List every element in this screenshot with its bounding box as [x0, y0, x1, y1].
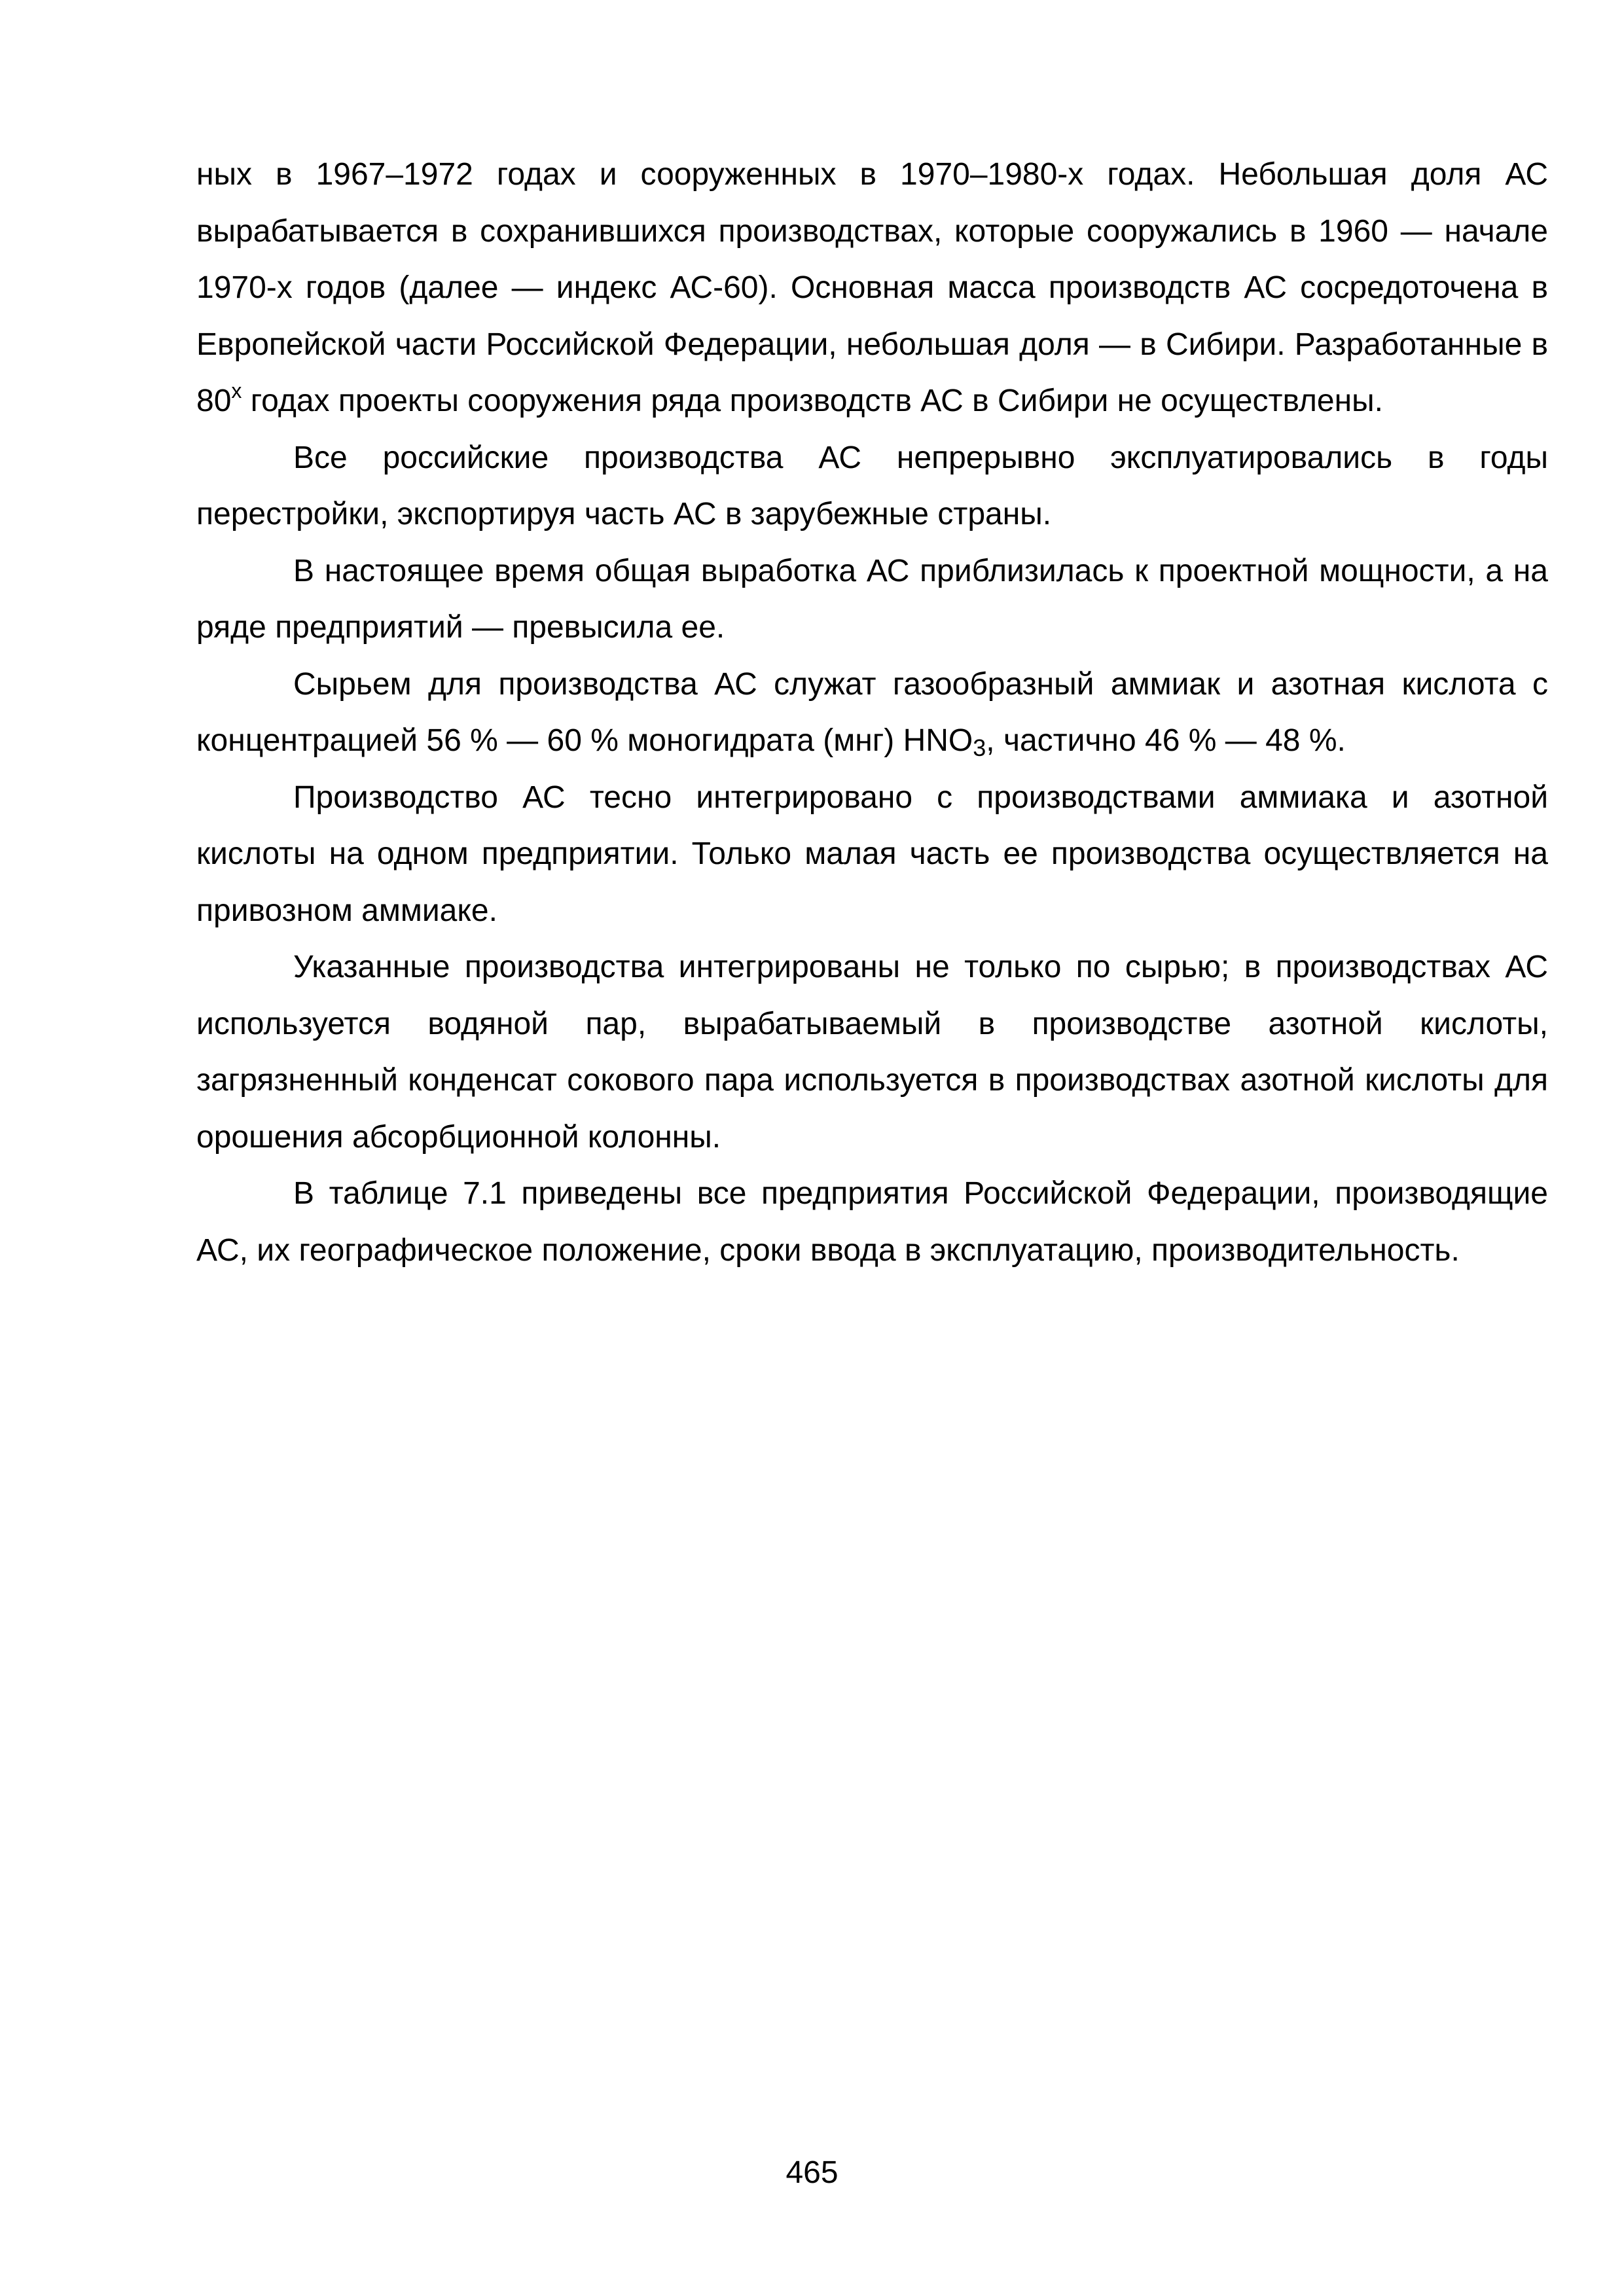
- paragraph-4-text: Сырьем для производства АС служат газообразный аммиак и азотная кислота с концентрацией 56 % — 60 % моногидрата (мнг) HNO: [196, 666, 1548, 758]
- subscript-3: 3: [973, 734, 986, 761]
- paragraph-3: В настоящее время общая выработка АС приблизилась к проектной мощности, а на ряде предприятий — превысила ее.: [196, 553, 1548, 645]
- paragraph-1: [196, 147, 1548, 430]
- paragraph-1-tail: годах проекты сооружения ряда производств АС в Сибири не осуществлены.: [242, 384, 1383, 418]
- paragraph-6: Указанные производства интегрированы не только по сырью; в производствах АС используется водяной пар, вырабатываемый в производстве азотной кислоты, загрязненный конденсат сокового пара используется в производствах азотной кислоты для орошения абсорбционной колонны.: [196, 950, 1548, 1155]
- paragraph-1-text: ных в 1967–1972 годах и сооруженных в 1970–1980-х годах. Небольшая доля АС вырабатывается в сохранившихся производствах, которые сооружались в 1960 — начале 1970-х годов (далее — индекс АС-60). Основная масса производств АС сосредоточена в Европейской части Российской Федерации, небольшая доля — в Сибири. Разработанные в 80: [196, 157, 1548, 418]
- paragraph-2: Все российские производства АС непрерывно эксплуатировались в годы перестройки, экспортируя часть АС в зарубежные страны.: [196, 440, 1548, 531]
- paragraph-7: В таблице 7.1 приведены все предприятия Российской Федерации, производящие АС, их географическое положение, сроки ввода в эксплуатацию, производительность.: [196, 1176, 1548, 1268]
- paragraph-5: Производство АС тесно интегрировано с производствами аммиака и азотной кислоты на одном предприятии. Только малая часть ее производства осуществляется на привозном аммиаке.: [196, 780, 1548, 928]
- document-body: [196, 147, 1548, 1279]
- superscript-x: х: [231, 379, 242, 403]
- page-number: 465: [785, 2155, 839, 2190]
- paragraph-4: [196, 656, 1548, 770]
- paragraph-4-tail: , частично 46 % — 48 %.: [986, 723, 1346, 758]
